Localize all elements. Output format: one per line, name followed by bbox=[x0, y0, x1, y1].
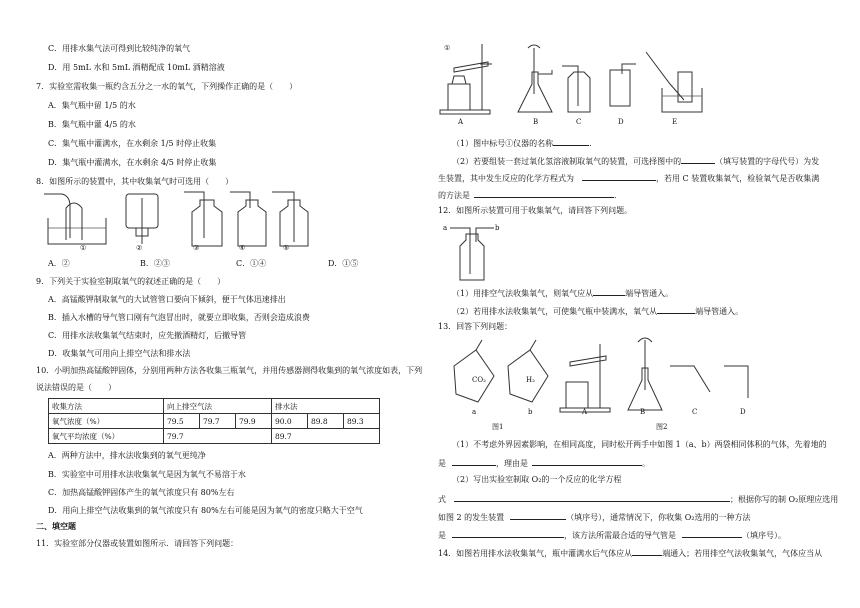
q12-label-a: a bbox=[443, 224, 448, 232]
option-line: C．加热高锰酸钾固体产生的氧气浓度只有 80%左右 bbox=[48, 488, 235, 497]
option-line: A．集气瓶中留 1/5 的水 bbox=[48, 101, 136, 110]
answer-blank[interactable] bbox=[682, 529, 742, 538]
table-cell: 79.5 bbox=[164, 414, 200, 429]
q11-fig-c bbox=[562, 66, 590, 112]
answer-blank[interactable] bbox=[510, 511, 566, 520]
q11-label-a: A bbox=[458, 118, 464, 126]
q13-part2: （2）写出实验室制取 O₂的一个反应的化学方程 bbox=[452, 475, 622, 484]
question-14 bbox=[438, 547, 822, 559]
q13-part2-text4: 如图 2 的发生装置 bbox=[438, 513, 505, 522]
q13-bag-b bbox=[508, 340, 548, 402]
q13-bag-a-gas: CO₂ bbox=[472, 376, 486, 384]
q8-fig-1 bbox=[44, 194, 106, 244]
q13-fig-b bbox=[628, 338, 662, 410]
option-a: A．② bbox=[48, 259, 70, 268]
q11-label-b: B bbox=[533, 118, 539, 126]
q8-fig-3 bbox=[184, 192, 222, 246]
q13-label-b: b bbox=[528, 408, 533, 416]
q8-apparatus-figure bbox=[44, 188, 324, 252]
answer-blank[interactable] bbox=[681, 155, 715, 164]
q8-fig-5 bbox=[272, 192, 308, 246]
q11-part2-end2: ，若用 C 装置收集氧气，检验氧气是否收集满 bbox=[656, 174, 820, 183]
q11-part2-text2: 生装置，其中发生反应的化学方程式为 bbox=[438, 174, 574, 183]
q14-text: 14．如图若用排水法收集氧气，瓶中灌满水后气体应从 bbox=[438, 549, 633, 558]
q12-gas-bottle-figure bbox=[444, 224, 504, 284]
q8-fig-4 bbox=[230, 192, 266, 246]
q11-part1-text: （1）图中标号①仪器的名称 bbox=[452, 139, 554, 148]
q13-bag-a bbox=[454, 340, 494, 402]
q11-label-e: E bbox=[672, 118, 678, 126]
option-line: B．集气瓶中灌 4/5 的水 bbox=[48, 120, 136, 129]
q8-label-4: ④ bbox=[239, 244, 246, 252]
q13-part1-text3: ，理由是 bbox=[496, 459, 528, 468]
answer-blank[interactable] bbox=[593, 287, 625, 296]
question-10-cont: 说法错误的是（ ） bbox=[36, 383, 116, 392]
table-row-label: 氧气浓度（%） bbox=[49, 414, 164, 429]
answer-blank[interactable] bbox=[582, 172, 656, 181]
answer-blank[interactable] bbox=[452, 529, 564, 538]
table-cell: 79.7 bbox=[164, 429, 272, 444]
q11-fig-e bbox=[646, 52, 702, 112]
q11-part1-end: ． bbox=[589, 139, 598, 148]
q13-label-a: a bbox=[472, 408, 477, 416]
table-header: 向上排空气法 bbox=[164, 399, 272, 414]
q12-label-b: b bbox=[495, 224, 500, 232]
q11-part1 bbox=[452, 137, 597, 149]
q13-figures bbox=[448, 336, 758, 416]
answer-blank[interactable] bbox=[474, 189, 614, 198]
option-line: D．用 5mL 水和 5mL 酒精配成 10mL 酒精溶液 bbox=[48, 63, 225, 72]
option-line: D．用向上排空气法收集到的氧气浓度只有 80%左右可能是因为氧气的密度只略大于空气 bbox=[48, 506, 363, 515]
question-8: 8．如图所示的装置中，其中收集氧气时可选用（ ） bbox=[36, 177, 234, 186]
q13-part2-end: （填序号）。 bbox=[742, 531, 786, 540]
question-9: 9．下列关于实验室制取氧气的叙述正确的是（ ） bbox=[36, 277, 226, 286]
q14-text2: 端通入；若用排空气法收集氧气，气体应当从 bbox=[662, 549, 823, 558]
table-cell: 79.9 bbox=[236, 414, 272, 429]
q11-fig-a bbox=[440, 44, 492, 114]
option-line: D．集气瓶中灌满水，在水剩余 4/5 时停止收集 bbox=[48, 158, 217, 167]
option-line: C．集气瓶中灌满水，在水剩余 1/5 时停止收集 bbox=[48, 139, 217, 148]
q12-part1-end: 端导管通入。 bbox=[625, 289, 674, 298]
right-column bbox=[430, 0, 860, 608]
option-c: C．①④ bbox=[236, 259, 267, 268]
q12-part2-text: （2）若用排水法收集氧气，可使集气瓶中装满水，氧气从 bbox=[452, 307, 658, 316]
q13-part2-line4 bbox=[438, 529, 786, 541]
table-cell: 89.7 bbox=[272, 429, 380, 444]
option-d: D．①⑤ bbox=[328, 259, 359, 268]
q13-part2-text6: 是 bbox=[438, 531, 446, 540]
table-cell: 89.3 bbox=[344, 414, 380, 429]
question-12: 12．如图所示装置可用于收集氧气，请回答下列问题。 bbox=[438, 206, 633, 215]
option-line: C．用排水集气法可得到比较纯净的氧气 bbox=[48, 44, 191, 53]
answer-blank[interactable] bbox=[532, 457, 642, 466]
q13-fig-d bbox=[724, 366, 748, 398]
q13-bag-b-gas: H₂ bbox=[526, 376, 535, 384]
table-cell: 90.0 bbox=[272, 414, 308, 429]
q11-apparatus-figure bbox=[440, 44, 740, 116]
q12-part1-text: （1）用排空气法收集氧气，则氧气应从 bbox=[452, 289, 594, 298]
q11-label-c: C bbox=[576, 118, 582, 126]
q11-fig-d bbox=[610, 64, 636, 106]
oxygen-concentration-table bbox=[48, 398, 380, 444]
q12-part2-end: 端导管通入。 bbox=[695, 307, 744, 316]
q13-part2-line3 bbox=[438, 511, 751, 523]
q11-part2 bbox=[452, 155, 819, 167]
q8-fig-2 bbox=[126, 194, 158, 244]
question-10: 10．小明加热高锰酸钾固体，分别用两种方法各收集三瓶氧气，并用传感器测得收集到的氧气浓度如表，下列 bbox=[36, 366, 423, 375]
q13-part2-text5: （填序号），通常情况下，你收集 O₂选用的一种方法 bbox=[566, 513, 751, 522]
q11-part2-end3: ． bbox=[614, 191, 622, 200]
option-line: D．收集氧气可用向上排空气法和排水法 bbox=[48, 349, 191, 358]
q8-label-1: ① bbox=[80, 244, 87, 252]
table-cell: 89.8 bbox=[308, 414, 344, 429]
q13-label-D: D bbox=[740, 408, 746, 416]
q11-fig-b bbox=[518, 45, 552, 112]
q13-part2-text3: ；根据你写的制 O₂原理应选用 bbox=[730, 495, 839, 504]
section-heading: 二、填空题 bbox=[36, 522, 76, 531]
figure-1-caption: 图1 bbox=[492, 423, 504, 431]
option-line: A．两种方法中，排水法收集到的氧气更纯净 bbox=[48, 451, 206, 460]
figure-2-caption: 图2 bbox=[656, 423, 668, 431]
q11-part2-line3 bbox=[438, 189, 622, 201]
table-row-label: 氧气平均浓度（%） bbox=[49, 429, 164, 444]
answer-blank[interactable] bbox=[452, 457, 496, 466]
option-line: B．实验室中可用排水法收集氧气是因为氧气不易溶于水 bbox=[48, 470, 246, 479]
table-header: 收集方法 bbox=[49, 399, 164, 414]
q13-fig-c bbox=[670, 366, 710, 392]
question-13: 13．回答下列问题： bbox=[438, 322, 513, 331]
q11-part2-line2 bbox=[438, 172, 819, 184]
option-line: C．用排水法收集氧气结束时，应先撤酒精灯，后撤导管 bbox=[48, 331, 247, 340]
q13-part2-line2 bbox=[438, 493, 838, 505]
q11-part2-end: （填写装置的字母代号）为发 bbox=[715, 157, 820, 166]
q13-part1-end: 。 bbox=[642, 459, 650, 468]
q11-part2-text: （2）若要组装一套过氧化氢溶液制取氧气的装置，可选择图中的 bbox=[452, 157, 682, 166]
q8-label-2: ② bbox=[136, 244, 143, 252]
q12-part1 bbox=[452, 287, 673, 299]
q11-label-circle: ① bbox=[444, 44, 451, 52]
q13-part1: （1）不考虑外界因素影响，在相同高度，同时松开两手中如图 1（a、b）两袋相同体积的气体，先着地的 bbox=[452, 440, 827, 449]
q8-label-3: ③ bbox=[193, 244, 200, 252]
q8-label-5: ⑤ bbox=[283, 244, 290, 252]
question-11: 11．实验室部分仪器或装置如图所示．请回答下列问题： bbox=[36, 539, 239, 548]
answer-blank[interactable] bbox=[454, 493, 730, 502]
q13-part1-text2: 是 bbox=[438, 459, 446, 468]
option-b: B．②③ bbox=[140, 259, 170, 268]
q13-label-A: A bbox=[582, 408, 588, 416]
q13-label-B: B bbox=[640, 408, 646, 416]
answer-blank[interactable] bbox=[553, 137, 589, 146]
q12-part2 bbox=[452, 305, 743, 317]
q13-label-C: C bbox=[692, 408, 698, 416]
table-header: 排水法 bbox=[272, 399, 380, 414]
answer-blank[interactable] bbox=[632, 547, 662, 556]
q13-part2-text2: 式 bbox=[438, 495, 446, 504]
q13-fig-a bbox=[560, 344, 610, 412]
table-cell: 79.7 bbox=[200, 414, 236, 429]
question-7: 7．实验室需收集一瓶约含五分之一水的氧气，下列操作正确的是（ ） bbox=[36, 82, 298, 91]
q13-part2-text7: ，该方法所需最合适的导气管是 bbox=[564, 531, 676, 540]
option-line: A．高锰酸钾制取氧气的大试管管口要向下倾斜，便于气体迅速排出 bbox=[48, 295, 286, 304]
answer-blank[interactable] bbox=[657, 305, 695, 314]
q11-label-d: D bbox=[618, 118, 624, 126]
option-line: B．插入水槽的导气管口刚有气泡冒出时，就要立即收集，否则会造成浪费 bbox=[48, 313, 310, 322]
q11-part2-text3: 的方法是 bbox=[438, 191, 470, 200]
q13-part1-line2 bbox=[438, 457, 650, 469]
